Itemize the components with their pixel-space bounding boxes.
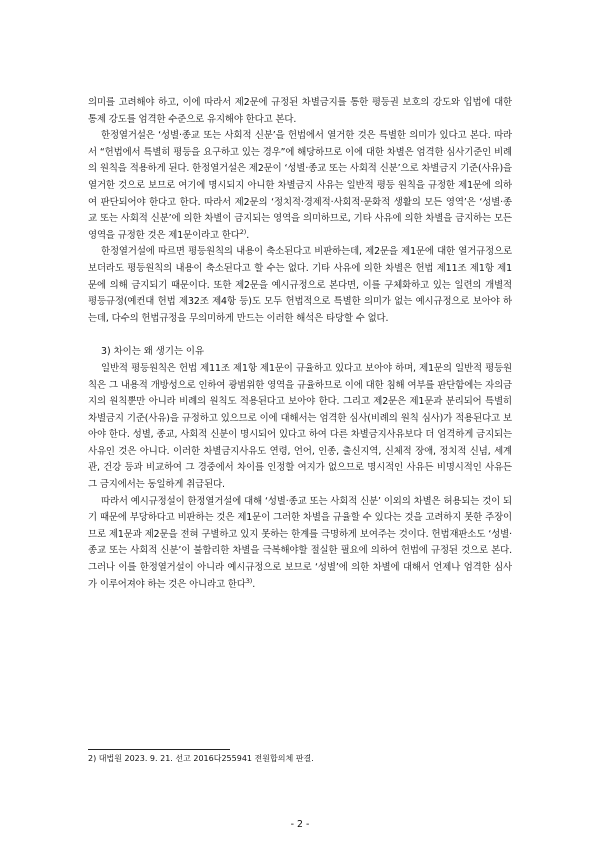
paragraph-1: 의미를 고려해야 하고, 이에 따라서 제2문에 규정된 차별금지를 통한 평등권 보호의 강도와 입법에 대한 통제 강도를 엄격한 수준으로 유지해야 한다고 본다. — [88, 97, 512, 125]
footnote-ref-3[interactable]: 3) — [245, 576, 253, 585]
paragraph-2: 한정열거설은 ‘성별·종교 또는 사회적 신분’을 헌법에서 열거한 것은 특별한 의미가 있다고 본다. 따라서 “헌법에서 특별히 평등을 요구하고 있는 경우”에 해당하므로 이에 대한 차별은 엄격한 심사기준인 비례의 원칙을 적용하게 된다. 한정열거설은 제2문이 ‘성별·종교 또는 사회적 신분’으로 차별금지 기준(사유)을 열거한 것으로 보므로 여기에 명시되지 아니한 차별금지 사유는 일반적 평등 원칙을 규정한 제1문에 의하여 판단되어야 한다고 한다. 따라서 제2문의 ‘정치적·경제적·사회적·문화적 생활의 모든 영역’은 ‘성별·종교 또는 사회적 신분’에 의한 차별이 금지되는 영역을 의미하므로, 기타 사유에 의한 차별을 금지하는 모든 영역을 규정한 것은 제1문이라고 한다$^{2)}$. — [88, 130, 512, 241]
footnote-ref-2[interactable]: 2) — [239, 227, 247, 236]
paragraph-5: 따라서 예시규정설이 한정열거설에 대해 ‘성별·종교 또는 사회적 신분’ 이외의 차별은 허용되는 것이 되기 때문에 부당하다고 비판하는 것은 제1문이 그러한 차별을 규율할 수 있다는 것을 고려하지 못한 주장이므로 제1문과 제2문을 전혀 구별하고 있지 못하는 한계를 극명하게 보여주는 것이다. 헌법재판소도 ‘성별·종교 또는 사회적 신분’이 불합리한 차별을 극복해야할 절실한 필요에 의하여 헌법에 규정된 것으로 본다. 그러나 이를 한정열거설이 아니라 예시규정으로 보므로 ‘성별’에 의한 차별에 대해서 언제나 엄격한 심사가 이루어져야 하는 것은 아니라고 한다$^{3)}$. — [88, 495, 512, 590]
body-text — [88, 95, 512, 593]
section-gap — [88, 327, 512, 344]
footnote: 2) 대법원 2023. 9. 21. 선고 2016다255941 전원합의체 판결. — [88, 754, 314, 763]
page-number: - 2 - — [290, 819, 310, 830]
paragraph-3: 한정열거설에 따르면 평등원칙의 내용이 축소된다고 비판하는데, 제2문을 제1문에 대한 열거규정으로 보더라도 평등원칙의 내용이 축소된다고 할 수는 없다. 기타 사유에 의한 차별은 헌법 제11조 제1항 제1문에 의해 금지되기 때문이다. 또한 제2문을 예시규정으로 본다면, 이를 구체화하고 있는 일련의 개별적 평등규정(예컨대 헌법 제32조 제4항 등)도 모두 헌법적으로 특별한 의미가 없는 예시규정으로 보아야 하는데, 다수의 헌법규정을 무의미하게 만드는 이러한 해석은 타당할 수 없다. — [88, 246, 512, 324]
paragraph-2-text: 한정열거설은 ‘성별·종교 또는 사회적 신분’을 헌법에서 열거한 것은 특별한 의미가 있다고 본다. 따라서 “헌법에서 특별히 평등을 요구하고 있는 경우”에 해당하므로 이에 대한 차별은 엄격한 심사기준인 비례의 원칙을 적용하게 된다. 한정열거설은 제2문이 ‘성별·종교 또는 사회적 신분’으로 차별금지 기준(사유)을 열거한 것으로 보므로 여기에 명시되지 아니한 차별금지 사유는 일반적 평등 원칙을 규정한 제1문에 의하여 판단되어야 한다고 한다. 따라서 제2문의 ‘정치적·경제적·사회적·문화적 생활의 모든 영역’은 ‘성별·종교 또는 사회적 신분’에 의한 차별이 금지되는 영역을 의미하므로, 기타 사유에 의한 차별을 금지하는 모든 영역을 규정한 것은 제1문이라고 한다 — [88, 130, 512, 241]
section-heading: 3) 차이는 왜 생기는 이유 — [101, 346, 205, 358]
paragraph-5-text: 따라서 예시규정설이 한정열거설에 대해 ‘성별·종교 또는 사회적 신분’ 이외의 차별은 허용되는 것이 되기 때문에 부당하다고 비판하는 것은 제1문이 그러한 차별을 규율할 수 있다는 것을 고려하지 못한 주장이므로 제1문과 제2문을 전혀 구별하고 있지 못하는 한계를 극명하게 보여주는 것이다. 헌법재판소도 ‘성별·종교 또는 사회적 신분’이 불합리한 차별을 극복해야할 절실한 필요에 의하여 헌법에 규정된 것으로 본다. 그러나 이를 한정열거설이 아니라 예시규정으로 보므로 ‘성별’에 의한 차별에 대해서 언제나 엄격한 심사가 이루어져야 하는 것은 아니라고 한다 — [88, 495, 512, 590]
footnote-divider — [88, 749, 230, 750]
paragraph-4: 일반적 평등원칙은 헌법 제11조 제1항 제1문이 규율하고 있다고 보아야 하며, 제1문의 일반적 평등원칙은 그 내용적 개방성으로 인하여 광범위한 영역을 규율하므로 이에 대한 침해 여부를 판단함에는 자의금지의 원칙뿐만 아니라 비례의 원칙도 적용된다고 보아야 한다. 그리고 제2문은 제1문과 분리되어 특별히 차별금지 기준(사유)을 규정하고 있으므로 이에 대해서는 엄격한 심사(비례의 원칙 심사)가 적용된다고 보아야 한다. 성별, 종교, 사회적 신분이 명시되어 있다고 하여 다른 차별금지사유보다 더 엄격하게 금지되는 사유인 것은 아니다. 이러한 차별금지사유도 연령, 언어, 인종, 출신지역, 신체적 장애, 정치적 신념, 세계관, 건강 등과 비교하여 그 경중에서 차이를 인정할 여지가 없으므로 명시적인 사유든 비명시적인 사유든 그 금지에서는 동일하게 취급된다. — [88, 362, 512, 491]
